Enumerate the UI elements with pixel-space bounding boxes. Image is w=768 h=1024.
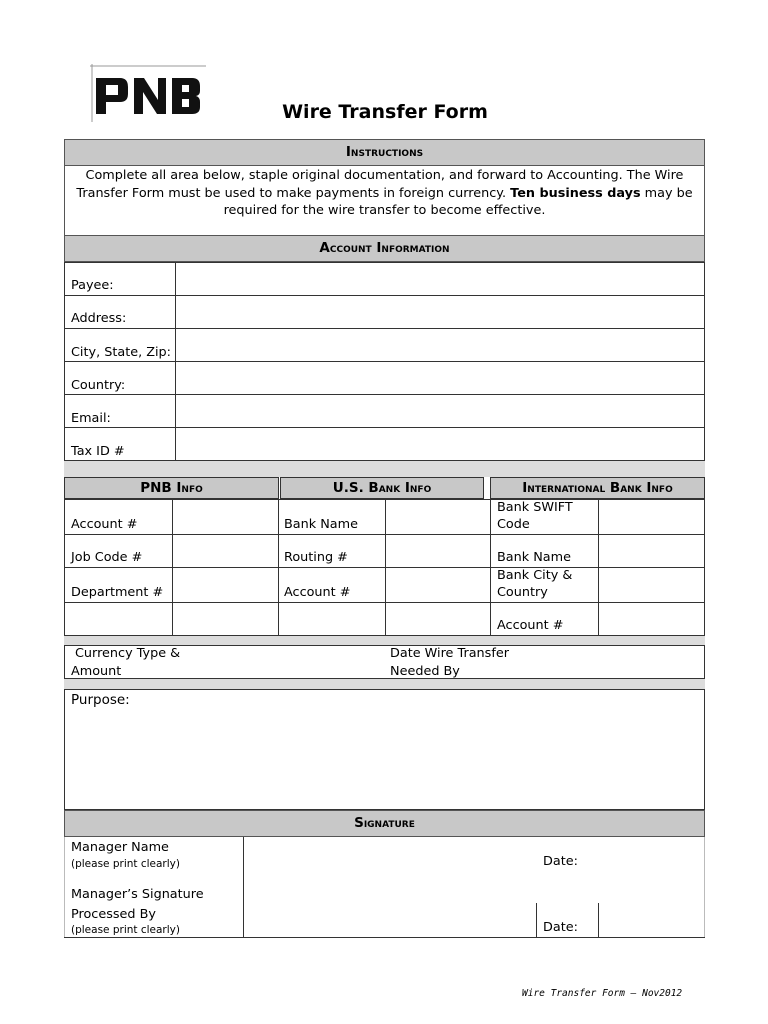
divider [536,903,537,937]
pnb-info-header: PNB Info [64,477,279,499]
divider [64,394,705,395]
pnb-logo [90,64,206,122]
job-code-label: Job Code # [71,550,143,565]
department-label: Department # [71,585,164,600]
amount-label: Amount [71,664,122,679]
page-title: Wire Transfer Form [282,101,488,123]
swift-code-label: Bank SWIFT Code [497,500,573,532]
instructions-header: Instructions [64,139,705,166]
purpose-box[interactable] [64,689,705,810]
print-note: (please print clearly) [71,924,180,936]
us-bank-name-label: Bank Name [284,517,358,532]
manager-name-label: Manager Name [71,840,169,855]
us-account-label: Account # [284,585,351,600]
instructions-part1: Complete all area below, staple original documentation, and forward to Accounting. The Wire Transfer Form must be used to make payments in foreign currency. [76,168,684,201]
email-label: Email: [71,411,111,426]
divider [64,427,705,428]
divider [64,361,705,362]
print-note: (please print clearly) [71,858,180,870]
manager-signature-label: Manager’s Signature [71,887,204,902]
payee-field[interactable] [176,296,704,327]
payee-label: Payee: [71,278,114,293]
processed-by-label: Processed By [71,907,156,922]
instructions-text [64,166,705,235]
divider [64,328,705,329]
tax-id-label: Tax ID # [71,444,125,459]
pnb-account-label: Account # [71,517,138,532]
instructions-bold: Ten business days [510,185,641,201]
international-bank-info-header: International Bank Info [490,477,705,499]
instructions-part2: may be required for the wire transfer to become effective. [223,185,693,218]
intl-bank-name-label: Bank Name [497,550,571,565]
divider [64,837,65,937]
country-label: Country: [71,378,126,393]
address-label: Address: [71,311,127,326]
divider [64,534,705,535]
spacer-band [64,461,705,477]
divider [64,567,705,568]
us-bank-info-header: U.S. Bank Info [280,477,484,499]
divider [243,837,244,937]
spacer-band [64,679,705,689]
city-state-zip-label: City, State, Zip: [71,345,171,360]
account-information-header: Account Information [64,235,705,262]
divider [704,837,705,937]
purpose-label: Purpose: [71,692,130,708]
footer-text: Wire Transfer Form – Nov2012 [522,988,683,999]
date-label: Date: [543,920,578,935]
divider [598,903,599,937]
date-label: Date: [543,854,578,869]
date-wire-label: Date Wire Transfer [390,646,509,661]
divider [64,602,705,603]
signature-header: Signature [64,810,705,837]
spacer-band [64,636,705,645]
intl-account-label: Account # [497,618,564,633]
bank-city-country-label: Bank City & Country [497,568,573,600]
routing-label: Routing # [284,550,348,565]
currency-type-label: Currency Type & [75,646,181,661]
needed-by-label: Needed By [390,664,460,679]
